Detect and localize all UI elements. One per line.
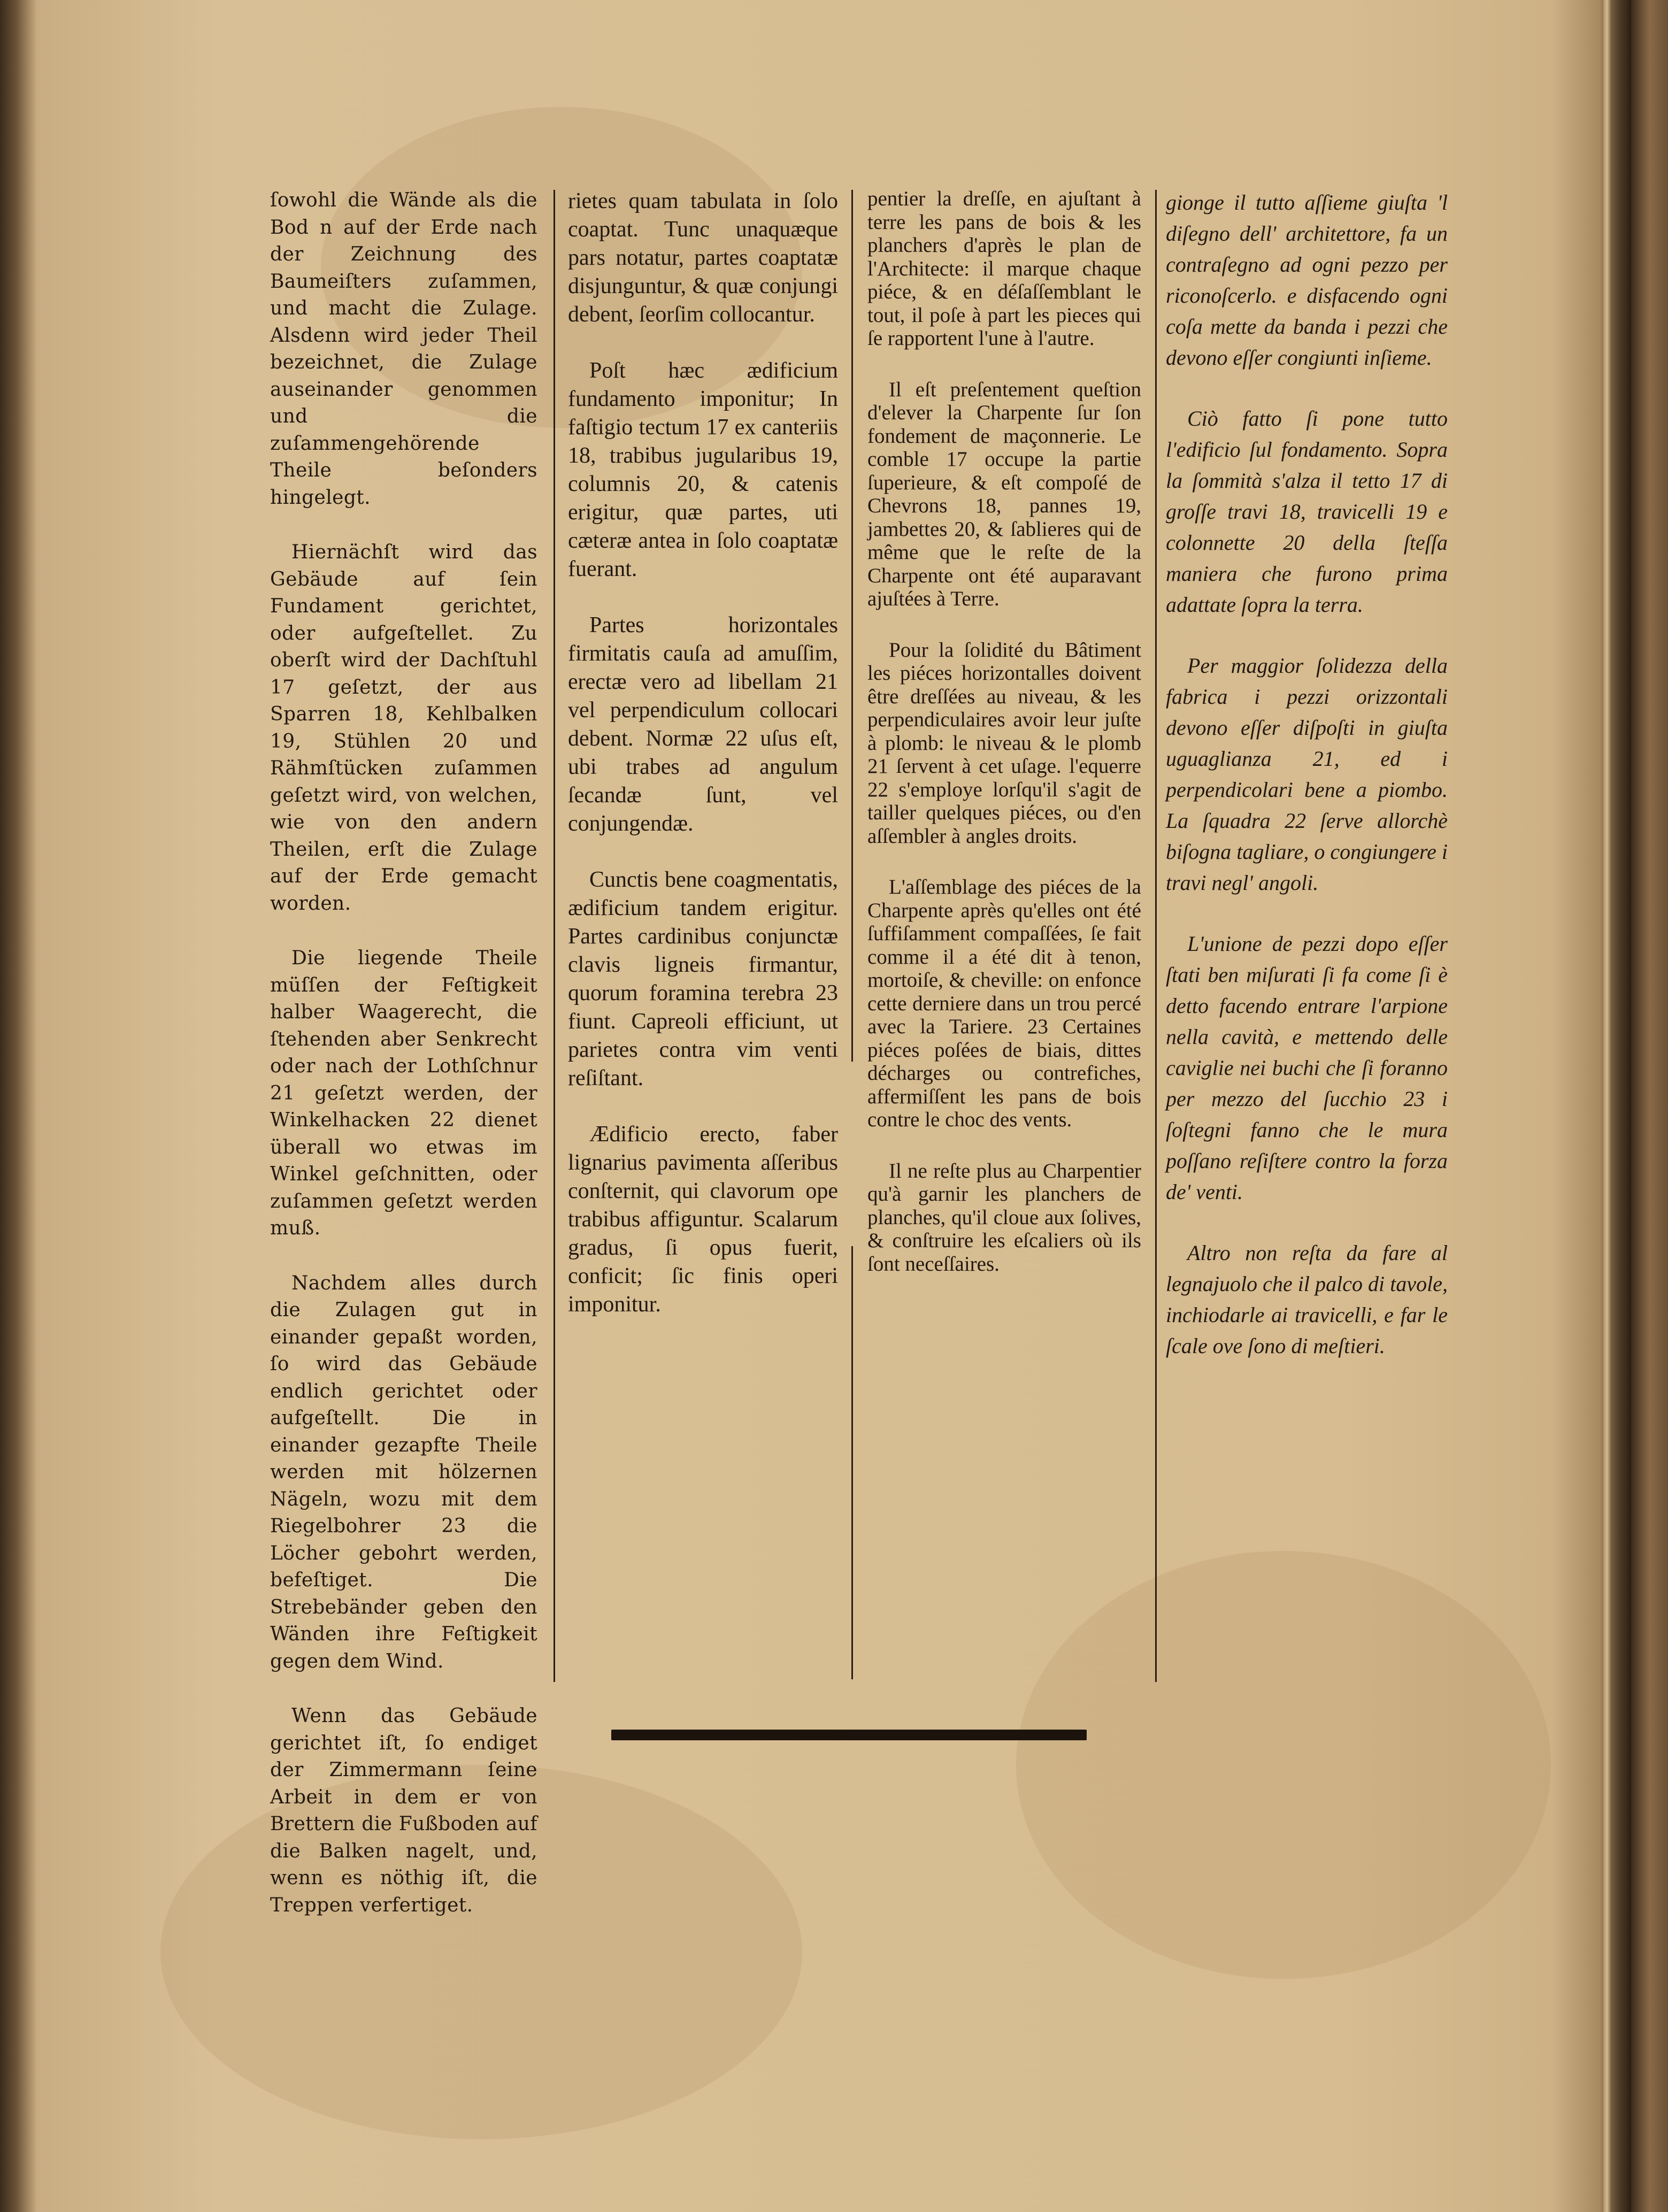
latin-paragraph: Ædificio erecto, faber lignarius pavimenta aſſeribus conſternit, qui clavorum ope trabibus affiguntur. Scalarum gradus, ſi opus fuerit, conficit; ſic finis operi imponitur. <box>568 1122 838 1317</box>
french-paragraph: Il ne reſte plus au Charpentier qu'à garnir les planchers de planches, qu'il cloue aux ſolives, & conſtruire les eſcaliers où ils ſont neceſſaires. <box>867 1159 1141 1276</box>
french-paragraph: Il eſt preſentement queſtion d'elever la Charpente ſur ſon fondement de maçonnerie. Le comble 17 occupe la partie ſuperieure, & eſt compoſé de Chevrons 18, pannes 19, jambettes 20, & ſablieres qui de même que le reſte de la Charpente ont été auparavant ajuſtées à Terre. <box>867 378 1141 610</box>
french-column <box>867 187 1141 1303</box>
latin-column <box>568 187 838 1347</box>
french-paragraph: pentier la dreſſe, en ajuſtant à terre les pans de bois & les planchers d'après le plan de l'Architecte: il marque chaque piéce, & en déſaſſemblant le tout, il poſe à part les pieces qui ſe rapportent l'une à l'autre. <box>867 187 1141 350</box>
latin-paragraph: rietes quam tabulata in ſolo coaptat. Tunc unaquæque pars notatur, partes coaptatæ disjunguntur, & quæ conjungi debent, ſeorſim collocantur. <box>568 189 838 327</box>
page-edge <box>1603 0 1611 2212</box>
german-paragraph: ſowohl die Wände als die Bod n auf der Erde nach der Zeichnung des Baumeiſters zuſammen, und macht die Zulage. Alsdenn wird jeder Theil bezeichnet, die Zulage auseinander genommen und die zuſammengehörende Theile beſonders hingelegt. <box>270 189 537 509</box>
latin-paragraph: Partes horizontales firmitatis cauſa ad amuſſim, erectæ vero ad libellam 21 vel perpendiculum collocari debent. Normæ 22 uſus eſt, ubi trabes ad angulum ſecandæ ſunt, vel conjungendæ. <box>568 613 838 836</box>
column-divider <box>851 190 853 1062</box>
french-paragraph: L'aſſemblage des piéces de la Charpente après qu'elles ont été ſuffiſamment compaſſées, ſe fait comme il a été dit à tenon, mortoiſe, & cheville: on enfonce cette derniere dans un trou percé avec la Tariere. 23 Certaines piéces poſées de biais, dittes décharges ou contrefiches, affermiſſent les pans de bois contre le choc des vents. <box>867 875 1141 1131</box>
column-divider <box>554 190 555 1682</box>
column-divider <box>851 1246 853 1679</box>
italian-column <box>1166 187 1448 1392</box>
german-paragraph: Hiernächſt wird das Gebäude auf ſein Fundament gerichtet, oder aufgeſtellet. Zu oberſt wird der Dachſtuhl 17 geſetzt, der aus Sparren 18, Kehlbalken 19, Stühlen 20 und Rähmſtücken zuſammen geſetzt wird, von welchen, wie von den andern Theilen, erſt die Zulage auf der Erde gemacht worden. <box>270 541 537 915</box>
italian-paragraph: Altro non reſta da fare al legnajuolo che il palco di tavole, inchiodarle ai travicelli, e far le ſcale ove ſono di meſtieri. <box>1166 1241 1448 1358</box>
column-divider <box>1155 190 1157 1682</box>
latin-paragraph: Poſt hæc ædificium fundamento imponitur; In faſtigio tectum 17 ex canteriis 18, trabibus jugularibus 19, columnis 20, & catenis erigitur, quæ partes, uti cæteræ antea in ſolo coaptatæ fuerant. <box>568 358 838 581</box>
french-paragraph: Pour la ſolidité du Bâtiment les piéces horizontalles doivent être dreſſées au niveau, & les perpendiculaires avoir leur juſte à plomb: le niveau & le plomb 21 ſervent à cet uſage. l'equerre 22 s'employe lorſqu'il s'agit de tailler quelques piéces, ou d'en aſſembler à angles droits. <box>867 638 1141 848</box>
binding-edge <box>1631 0 1668 2212</box>
german-column <box>270 187 537 1947</box>
german-paragraph: Wenn das Gebäude gerichtet iſt, ſo endiget der Zimmermann ſeine Arbeit in dem er von Brettern die Fußboden auf die Balken nagelt, und, wenn es nöthig iſt, die Treppen verfertiget. <box>270 1705 537 1916</box>
german-paragraph: Die liegende Theile müſſen der Feſtigkeit halber Waagerecht, die ſtehenden aber Senkrecht oder nach der Lothſchnur 21 geſetzt werden, der Winkelhacken 22 dienet überall wo etwas im Winkel geſchnitten, oder zuſammen geſetzt werden muß. <box>270 947 537 1239</box>
italian-paragraph: Per maggior ſolidezza della fabrica i pezzi orizzontali devono eſſer diſpoſti in giuſta uguaglianza 21, ed i perpendicolari bene a piombo. La ſquadra 22 ſerve allorchè biſogna tagliare, o congiungere i travi negl' angoli. <box>1166 654 1448 895</box>
paper-stain <box>1016 1551 1551 1979</box>
italian-paragraph: Ciò fatto ſi pone tutto l'edificio ſul fondamento. Sopra la ſommità s'alza il tetto 17 di groſſe travi 18, travicelli 19 e colonnette 20 della ſteſſa maniera che furono prima adattate ſopra la terra. <box>1166 406 1448 617</box>
closing-rule <box>611 1730 1087 1740</box>
italian-paragraph: L'unione de pezzi dopo eſſer ſtati ben miſurati ſi fa come ſi è detto facendo entrare l'arpione nella cavità, e mettendo delle caviglie nei buchi che ſi foranno per mezzo del ſucchio 23 i ſoſtegni fanno che le mura poſſano reſiſtere contro la forza de' venti. <box>1166 932 1448 1204</box>
german-paragraph: Nachdem alles durch die Zulagen gut in einander gepaßt worden, ſo wird das Gebäude endlich gerichtet oder aufgeſtellt. Die in einander gezapfte Theile werden mit hölzernen Nägeln, wozu mit dem Riegelbohrer 23 die Löcher gebohrt werden, befeſtiget. Die Strebebänder geben den Wänden ihre Feſtigkeit gegen dem Wind. <box>270 1272 537 1672</box>
italian-paragraph: gionge il tutto aſſieme giuſta 'l diſegno dell' architettore, fa un contraſegno ad ogni pezzo per riconoſcerlo. e disfacendo ogni coſa mette da banda i pezzi che devono eſſer congiunti inſieme. <box>1166 190 1448 370</box>
latin-paragraph: Cunctis bene coagmentatis, ædificium tandem erigitur. Partes cardinibus conjunctæ clavis ligneis firmantur, quorum foramina terebra 23 fiunt. Capreoli efficiunt, ut parietes contra vim venti reſiſtant. <box>568 867 838 1090</box>
